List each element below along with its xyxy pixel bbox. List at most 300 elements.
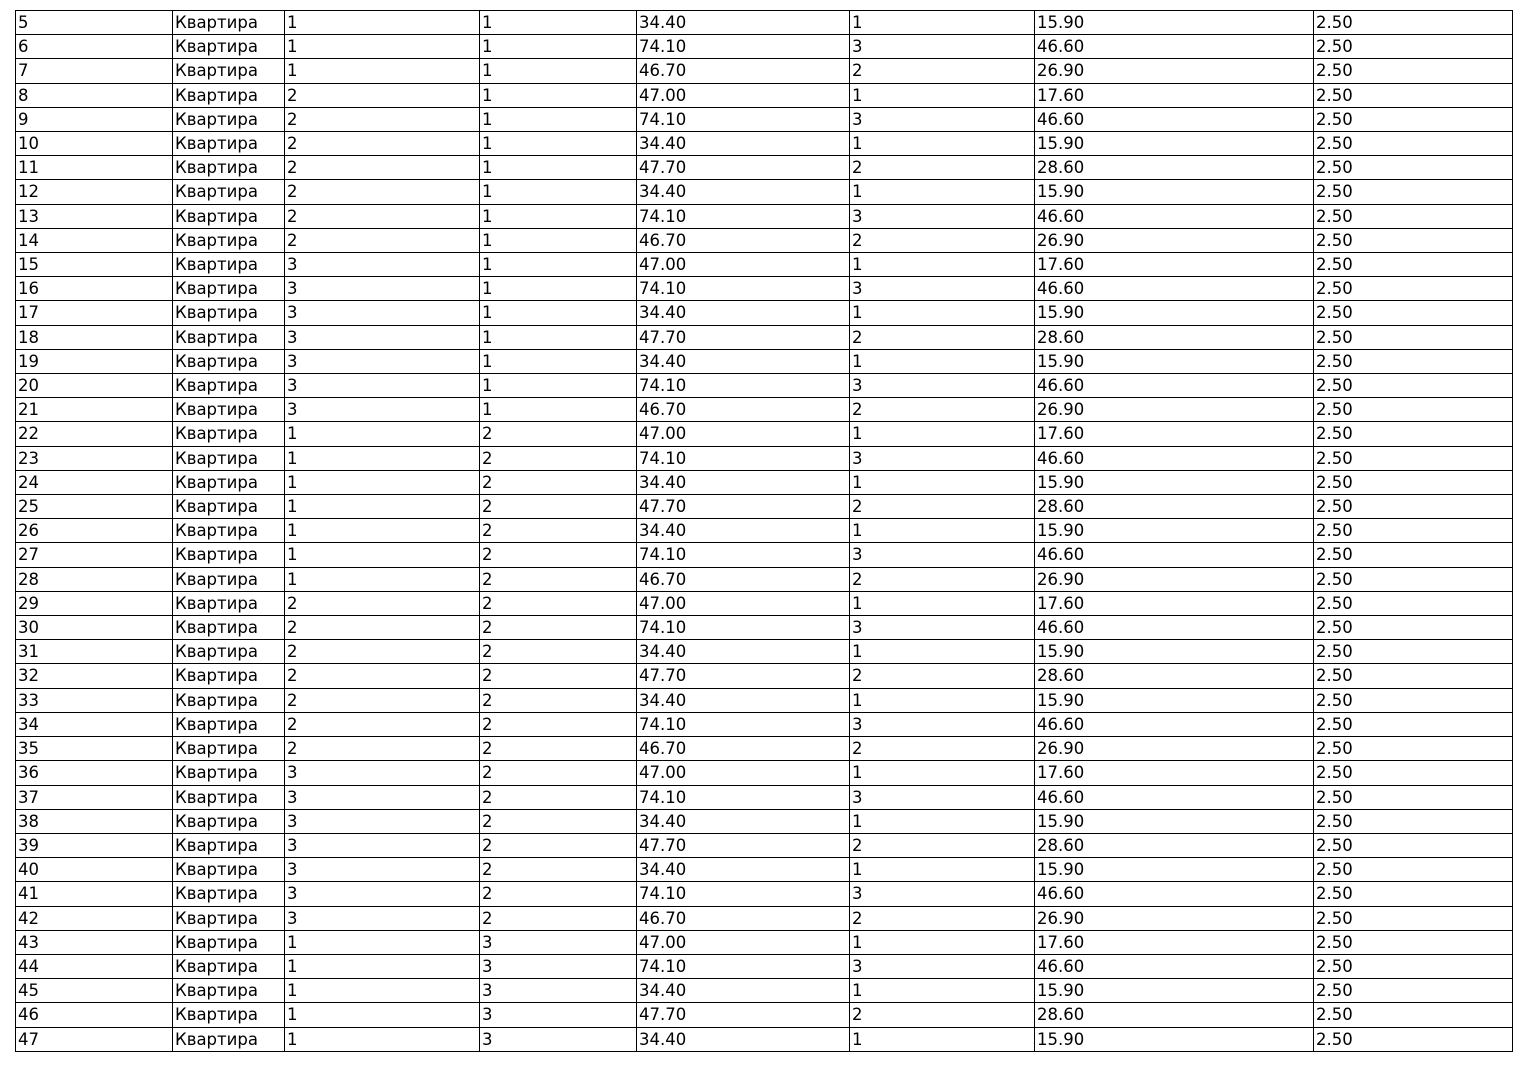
cell-ceiling-height: 2.50 (1314, 277, 1513, 301)
table-row (16, 616, 1513, 640)
cell-section: 2 (285, 107, 480, 131)
table-row (16, 495, 1513, 519)
apartment-table-page (15, 10, 1513, 1052)
cell-ceiling-height: 2.50 (1314, 107, 1513, 131)
cell-number: 44 (16, 954, 173, 978)
cell-rooms: 3 (850, 277, 1035, 301)
cell-total-area: 34.40 (637, 858, 850, 882)
cell-section: 2 (285, 180, 480, 204)
table-row (16, 180, 1513, 204)
cell-total-area: 47.70 (637, 1003, 850, 1027)
cell-ceiling-height: 2.50 (1314, 180, 1513, 204)
cell-living-area: 15.90 (1035, 519, 1314, 543)
cell-ceiling-height: 2.50 (1314, 712, 1513, 736)
cell-number: 11 (16, 156, 173, 180)
table-row (16, 761, 1513, 785)
cell-total-area: 34.40 (637, 640, 850, 664)
cell-ceiling-height: 2.50 (1314, 35, 1513, 59)
cell-type: Квартира (173, 349, 285, 373)
cell-floor: 2 (480, 785, 637, 809)
cell-section: 2 (285, 688, 480, 712)
cell-floor: 2 (480, 616, 637, 640)
cell-floor: 3 (480, 1003, 637, 1027)
cell-ceiling-height: 2.50 (1314, 132, 1513, 156)
cell-rooms: 1 (850, 591, 1035, 615)
cell-ceiling-height: 2.50 (1314, 954, 1513, 978)
cell-total-area: 46.70 (637, 737, 850, 761)
cell-floor: 1 (480, 204, 637, 228)
cell-floor: 1 (480, 228, 637, 252)
cell-number: 9 (16, 107, 173, 131)
cell-total-area: 46.70 (637, 59, 850, 83)
cell-section: 2 (285, 156, 480, 180)
cell-living-area: 26.90 (1035, 567, 1314, 591)
cell-type: Квартира (173, 398, 285, 422)
table-row (16, 398, 1513, 422)
cell-section: 2 (285, 640, 480, 664)
cell-total-area: 34.40 (637, 1027, 850, 1051)
table-row (16, 737, 1513, 761)
cell-number: 35 (16, 737, 173, 761)
cell-floor: 2 (480, 567, 637, 591)
cell-floor: 1 (480, 156, 637, 180)
cell-ceiling-height: 2.50 (1314, 301, 1513, 325)
cell-ceiling-height: 2.50 (1314, 11, 1513, 35)
cell-ceiling-height: 2.50 (1314, 906, 1513, 930)
table-row (16, 107, 1513, 131)
cell-type: Квартира (173, 591, 285, 615)
cell-type: Квартира (173, 107, 285, 131)
cell-section: 1 (285, 930, 480, 954)
cell-type: Квартира (173, 301, 285, 325)
cell-rooms: 2 (850, 398, 1035, 422)
cell-floor: 2 (480, 519, 637, 543)
cell-section: 1 (285, 495, 480, 519)
cell-floor: 1 (480, 180, 637, 204)
cell-rooms: 1 (850, 519, 1035, 543)
cell-number: 34 (16, 712, 173, 736)
cell-total-area: 34.40 (637, 519, 850, 543)
cell-ceiling-height: 2.50 (1314, 979, 1513, 1003)
cell-section: 2 (285, 712, 480, 736)
cell-total-area: 47.70 (637, 833, 850, 857)
cell-floor: 1 (480, 11, 637, 35)
cell-rooms: 1 (850, 809, 1035, 833)
cell-type: Квартира (173, 785, 285, 809)
cell-total-area: 47.00 (637, 83, 850, 107)
cell-section: 3 (285, 325, 480, 349)
cell-living-area: 46.60 (1035, 107, 1314, 131)
cell-ceiling-height: 2.50 (1314, 156, 1513, 180)
cell-total-area: 34.40 (637, 180, 850, 204)
cell-rooms: 2 (850, 664, 1035, 688)
cell-living-area: 46.60 (1035, 785, 1314, 809)
cell-rooms: 1 (850, 83, 1035, 107)
cell-number: 28 (16, 567, 173, 591)
cell-ceiling-height: 2.50 (1314, 204, 1513, 228)
cell-number: 36 (16, 761, 173, 785)
cell-floor: 1 (480, 132, 637, 156)
cell-ceiling-height: 2.50 (1314, 833, 1513, 857)
table-row (16, 954, 1513, 978)
cell-number: 42 (16, 906, 173, 930)
cell-number: 6 (16, 35, 173, 59)
cell-floor: 2 (480, 640, 637, 664)
cell-rooms: 3 (850, 204, 1035, 228)
cell-section: 1 (285, 59, 480, 83)
cell-living-area: 28.60 (1035, 664, 1314, 688)
cell-rooms: 1 (850, 180, 1035, 204)
cell-floor: 1 (480, 83, 637, 107)
cell-type: Квартира (173, 809, 285, 833)
cell-rooms: 1 (850, 761, 1035, 785)
cell-type: Квартира (173, 519, 285, 543)
table-row (16, 325, 1513, 349)
cell-rooms: 3 (850, 446, 1035, 470)
cell-floor: 2 (480, 761, 637, 785)
cell-type: Квартира (173, 204, 285, 228)
cell-total-area: 34.40 (637, 809, 850, 833)
cell-number: 17 (16, 301, 173, 325)
cell-ceiling-height: 2.50 (1314, 446, 1513, 470)
cell-rooms: 3 (850, 543, 1035, 567)
cell-rooms: 1 (850, 301, 1035, 325)
cell-living-area: 28.60 (1035, 156, 1314, 180)
cell-type: Квартира (173, 253, 285, 277)
cell-floor: 2 (480, 809, 637, 833)
cell-ceiling-height: 2.50 (1314, 664, 1513, 688)
cell-number: 13 (16, 204, 173, 228)
cell-type: Квартира (173, 156, 285, 180)
cell-section: 3 (285, 785, 480, 809)
cell-living-area: 26.90 (1035, 228, 1314, 252)
cell-living-area: 15.90 (1035, 688, 1314, 712)
cell-type: Квартира (173, 616, 285, 640)
cell-floor: 3 (480, 954, 637, 978)
apartment-table (15, 10, 1513, 1052)
cell-type: Квартира (173, 495, 285, 519)
table-row (16, 156, 1513, 180)
cell-ceiling-height: 2.50 (1314, 543, 1513, 567)
cell-section: 3 (285, 761, 480, 785)
table-row (16, 979, 1513, 1003)
cell-rooms: 2 (850, 737, 1035, 761)
table-row (16, 858, 1513, 882)
cell-living-area: 17.60 (1035, 930, 1314, 954)
table-row (16, 567, 1513, 591)
cell-rooms: 1 (850, 11, 1035, 35)
cell-living-area: 17.60 (1035, 591, 1314, 615)
cell-ceiling-height: 2.50 (1314, 228, 1513, 252)
table-row (16, 204, 1513, 228)
cell-floor: 2 (480, 422, 637, 446)
cell-rooms: 3 (850, 712, 1035, 736)
cell-floor: 3 (480, 979, 637, 1003)
cell-number: 43 (16, 930, 173, 954)
cell-type: Квартира (173, 858, 285, 882)
cell-type: Квартира (173, 470, 285, 494)
cell-total-area: 74.10 (637, 543, 850, 567)
cell-ceiling-height: 2.50 (1314, 1027, 1513, 1051)
table-row (16, 422, 1513, 446)
cell-floor: 2 (480, 712, 637, 736)
table-row (16, 519, 1513, 543)
cell-floor: 1 (480, 349, 637, 373)
cell-total-area: 46.70 (637, 398, 850, 422)
cell-total-area: 74.10 (637, 35, 850, 59)
cell-type: Квартира (173, 35, 285, 59)
cell-total-area: 47.70 (637, 495, 850, 519)
cell-type: Квартира (173, 59, 285, 83)
cell-ceiling-height: 2.50 (1314, 1003, 1513, 1027)
cell-floor: 2 (480, 446, 637, 470)
table-row (16, 591, 1513, 615)
cell-section: 3 (285, 277, 480, 301)
cell-number: 40 (16, 858, 173, 882)
cell-floor: 2 (480, 470, 637, 494)
cell-floor: 1 (480, 253, 637, 277)
cell-rooms: 1 (850, 253, 1035, 277)
cell-living-area: 17.60 (1035, 253, 1314, 277)
cell-ceiling-height: 2.50 (1314, 640, 1513, 664)
cell-number: 45 (16, 979, 173, 1003)
cell-ceiling-height: 2.50 (1314, 83, 1513, 107)
cell-living-area: 17.60 (1035, 422, 1314, 446)
cell-ceiling-height: 2.50 (1314, 616, 1513, 640)
cell-total-area: 46.70 (637, 228, 850, 252)
cell-total-area: 34.40 (637, 132, 850, 156)
cell-total-area: 74.10 (637, 446, 850, 470)
cell-rooms: 2 (850, 833, 1035, 857)
cell-section: 1 (285, 422, 480, 446)
cell-rooms: 2 (850, 567, 1035, 591)
cell-number: 10 (16, 132, 173, 156)
table-body (16, 11, 1513, 1052)
cell-type: Квартира (173, 277, 285, 301)
cell-living-area: 26.90 (1035, 906, 1314, 930)
cell-living-area: 46.60 (1035, 712, 1314, 736)
cell-number: 37 (16, 785, 173, 809)
cell-living-area: 15.90 (1035, 1027, 1314, 1051)
cell-total-area: 46.70 (637, 567, 850, 591)
cell-type: Квартира (173, 930, 285, 954)
cell-floor: 2 (480, 495, 637, 519)
cell-total-area: 74.10 (637, 954, 850, 978)
cell-total-area: 34.40 (637, 11, 850, 35)
cell-floor: 2 (480, 591, 637, 615)
cell-living-area: 46.60 (1035, 954, 1314, 978)
cell-type: Квартира (173, 688, 285, 712)
cell-section: 3 (285, 374, 480, 398)
cell-living-area: 17.60 (1035, 761, 1314, 785)
cell-section: 1 (285, 11, 480, 35)
cell-floor: 1 (480, 59, 637, 83)
cell-total-area: 74.10 (637, 616, 850, 640)
cell-number: 15 (16, 253, 173, 277)
cell-number: 5 (16, 11, 173, 35)
cell-floor: 2 (480, 543, 637, 567)
cell-rooms: 1 (850, 930, 1035, 954)
cell-number: 32 (16, 664, 173, 688)
cell-living-area: 15.90 (1035, 640, 1314, 664)
cell-number: 41 (16, 882, 173, 906)
cell-ceiling-height: 2.50 (1314, 567, 1513, 591)
cell-number: 19 (16, 349, 173, 373)
cell-number: 8 (16, 83, 173, 107)
cell-living-area: 15.90 (1035, 979, 1314, 1003)
cell-rooms: 2 (850, 325, 1035, 349)
cell-ceiling-height: 2.50 (1314, 519, 1513, 543)
table-row (16, 1003, 1513, 1027)
cell-number: 39 (16, 833, 173, 857)
cell-type: Квартира (173, 737, 285, 761)
cell-floor: 1 (480, 301, 637, 325)
cell-rooms: 3 (850, 107, 1035, 131)
cell-living-area: 26.90 (1035, 398, 1314, 422)
cell-type: Квартира (173, 11, 285, 35)
cell-floor: 1 (480, 325, 637, 349)
cell-living-area: 15.90 (1035, 349, 1314, 373)
cell-floor: 3 (480, 930, 637, 954)
table-row (16, 688, 1513, 712)
table-row (16, 301, 1513, 325)
cell-floor: 1 (480, 398, 637, 422)
cell-ceiling-height: 2.50 (1314, 882, 1513, 906)
cell-rooms: 3 (850, 954, 1035, 978)
cell-ceiling-height: 2.50 (1314, 495, 1513, 519)
table-row (16, 374, 1513, 398)
cell-rooms: 1 (850, 858, 1035, 882)
table-row (16, 253, 1513, 277)
table-row (16, 470, 1513, 494)
cell-rooms: 1 (850, 132, 1035, 156)
table-row (16, 35, 1513, 59)
cell-number: 31 (16, 640, 173, 664)
cell-section: 2 (285, 616, 480, 640)
cell-total-area: 46.70 (637, 906, 850, 930)
cell-rooms: 3 (850, 35, 1035, 59)
cell-type: Квартира (173, 325, 285, 349)
cell-rooms: 1 (850, 470, 1035, 494)
cell-living-area: 15.90 (1035, 301, 1314, 325)
cell-type: Квартира (173, 228, 285, 252)
cell-ceiling-height: 2.50 (1314, 325, 1513, 349)
cell-living-area: 28.60 (1035, 325, 1314, 349)
cell-section: 3 (285, 398, 480, 422)
cell-floor: 2 (480, 882, 637, 906)
table-row (16, 59, 1513, 83)
cell-number: 26 (16, 519, 173, 543)
cell-living-area: 46.60 (1035, 446, 1314, 470)
cell-rooms: 3 (850, 616, 1035, 640)
cell-total-area: 47.00 (637, 591, 850, 615)
cell-number: 23 (16, 446, 173, 470)
table-row (16, 785, 1513, 809)
cell-living-area: 46.60 (1035, 543, 1314, 567)
cell-rooms: 1 (850, 979, 1035, 1003)
cell-floor: 1 (480, 277, 637, 301)
cell-section: 1 (285, 35, 480, 59)
cell-total-area: 74.10 (637, 374, 850, 398)
table-row (16, 712, 1513, 736)
cell-ceiling-height: 2.50 (1314, 398, 1513, 422)
cell-section: 3 (285, 833, 480, 857)
cell-floor: 2 (480, 833, 637, 857)
cell-ceiling-height: 2.50 (1314, 422, 1513, 446)
table-row (16, 833, 1513, 857)
cell-rooms: 1 (850, 349, 1035, 373)
cell-ceiling-height: 2.50 (1314, 930, 1513, 954)
cell-number: 7 (16, 59, 173, 83)
cell-section: 3 (285, 906, 480, 930)
table-row (16, 83, 1513, 107)
cell-rooms: 1 (850, 688, 1035, 712)
cell-section: 1 (285, 519, 480, 543)
cell-number: 18 (16, 325, 173, 349)
cell-living-area: 26.90 (1035, 59, 1314, 83)
cell-type: Квартира (173, 1003, 285, 1027)
cell-ceiling-height: 2.50 (1314, 688, 1513, 712)
cell-type: Квартира (173, 664, 285, 688)
cell-type: Квартира (173, 83, 285, 107)
cell-section: 2 (285, 228, 480, 252)
cell-living-area: 46.60 (1035, 616, 1314, 640)
cell-ceiling-height: 2.50 (1314, 737, 1513, 761)
cell-total-area: 34.40 (637, 470, 850, 494)
cell-floor: 3 (480, 1027, 637, 1051)
cell-number: 21 (16, 398, 173, 422)
cell-living-area: 28.60 (1035, 833, 1314, 857)
cell-total-area: 47.00 (637, 930, 850, 954)
cell-section: 1 (285, 470, 480, 494)
cell-type: Квартира (173, 954, 285, 978)
cell-type: Квартира (173, 180, 285, 204)
cell-total-area: 74.10 (637, 204, 850, 228)
cell-ceiling-height: 2.50 (1314, 470, 1513, 494)
table-row (16, 809, 1513, 833)
cell-living-area: 15.90 (1035, 132, 1314, 156)
cell-number: 24 (16, 470, 173, 494)
cell-living-area: 15.90 (1035, 858, 1314, 882)
cell-type: Квартира (173, 761, 285, 785)
cell-rooms: 2 (850, 495, 1035, 519)
cell-ceiling-height: 2.50 (1314, 591, 1513, 615)
cell-number: 29 (16, 591, 173, 615)
table-row (16, 446, 1513, 470)
table-row (16, 11, 1513, 35)
cell-number: 16 (16, 277, 173, 301)
cell-number: 27 (16, 543, 173, 567)
cell-section: 3 (285, 882, 480, 906)
cell-ceiling-height: 2.50 (1314, 785, 1513, 809)
cell-total-area: 47.70 (637, 664, 850, 688)
cell-floor: 1 (480, 374, 637, 398)
cell-type: Квартира (173, 712, 285, 736)
cell-section: 1 (285, 446, 480, 470)
cell-number: 14 (16, 228, 173, 252)
cell-living-area: 15.90 (1035, 11, 1314, 35)
table-row (16, 228, 1513, 252)
cell-total-area: 47.00 (637, 761, 850, 785)
cell-floor: 1 (480, 107, 637, 131)
cell-rooms: 2 (850, 228, 1035, 252)
cell-total-area: 34.40 (637, 688, 850, 712)
cell-total-area: 47.70 (637, 156, 850, 180)
cell-ceiling-height: 2.50 (1314, 349, 1513, 373)
cell-section: 2 (285, 591, 480, 615)
table-row (16, 543, 1513, 567)
cell-rooms: 2 (850, 59, 1035, 83)
